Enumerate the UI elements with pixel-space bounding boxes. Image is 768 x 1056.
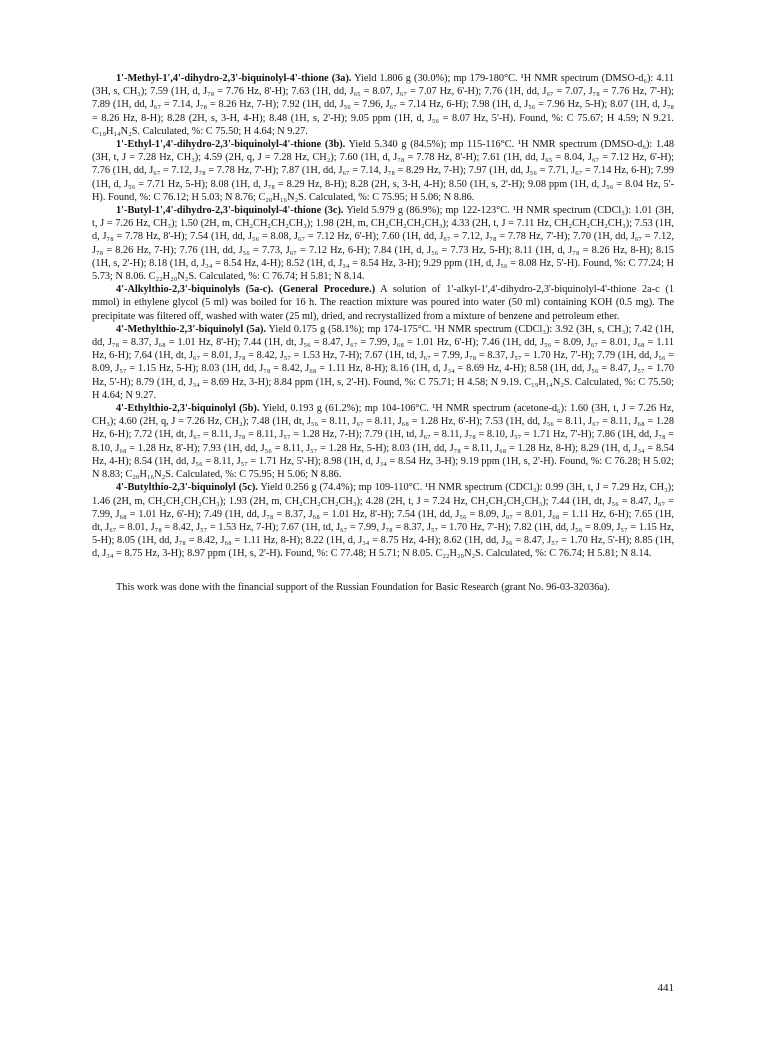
page-body [92, 72, 674, 594]
compound-5b-paragraph [92, 402, 674, 481]
compound-3a-paragraph [92, 72, 674, 138]
compound-3b-text: Yield 5.340 g (84.5%); mp 115-116°C. ¹H NMR spectrum (DMSO-d₆): 1.48 (3H, t, J = 7.28 Hz, CH₃); 4.59 (2H, q, J = 7.28 Hz, CH₂); 7.60 (1H, d, J₇₈ = 7.78 Hz, 8'-H); 7.61 (1H, dd, J₆₅ = 8.04, J₆₇ = 7.12 Hz, 6'-H); 7.76 (1H, dd, J₆₇ = 7.12, J₇₈ = 7.78 Hz, 7'-H); 7.87 (1H, dd, J₆₇ = 7.14, J₇₈ = 8.29 Hz, 7-H); 7.97 (1H, dd, J₅₆ = 7.71, J₆₇ = 7.14 Hz, 6-H); 7.99 (1H, d, J₅₆ = 7.71 Hz, 5-H); 8.08 (1H, d, J₇₈ = 8.29 Hz, 8-H); 8.28 (2H, s, 3-H, 4-H); 8.50 (1H, s, 2'-H); 9.08 ppm (1H, d, J₅₆ = 8.04 Hz, 5'-H). Found, %: C 76.12; H 5.03; N 8.76; C₂₀H₁₆N₂S. Calculated, %: C 75.95; H 5.06; N 8.86. [92, 139, 674, 203]
compound-5b-title: 4'-Ethylthio-2,3'-biquinolyl (5b). [116, 403, 260, 415]
compound-5a-title: 4'-Methylthio-2,3'-biquinolyl (5a). [116, 323, 266, 335]
general-procedure-paragraph [92, 283, 674, 323]
page-number: 441 [657, 982, 674, 994]
compound-3c-paragraph [92, 204, 674, 283]
compound-5b-text: Yield, 0.193 g (61.2%); mp 104-106°C. ¹H NMR spectrum (acetone-d₆): 1.60 (3H, t, J = 7.26 Hz, CH₃); 4.60 (2H, q, J = 7.26 Hz, CH₂); 7.48 (1H, dt, J₅₆ = 8.11, J₆₇ = 8.11, J₆₈ = 1.28 Hz, 6'-H); 7.53 (1H, dd, J₅₆ = 8.11, J₆₇ = 8.11, J₆₈ = 1.28 Hz, 6-H); 7.72 (1H, dt, J₆₇ = 8.11, J₇₈ = 8.11, J₅₇ = 1.28 Hz, 7-H); 7.79 (1H, td, J₆₇ = 8.11, J₇₈ = 8.10, J₅₇ = 1.71 Hz, 7'-H); 7.86 (1H, dd, J₇₈ = 8.10, J₆₈ = 1.28 Hz, 8'-H); 7.93 (1H, dd, J₅₆ = 8.11, J₅₇ = 1.28 Hz, 5-H); 8.03 (1H, dd, J₇₈ = 8.11, J₆₈ = 1.28 Hz, 8-H); 8.29 (1H, d, J₃₄ = 8.54 Hz, 4-H); 8.54 (1H, dd, J₅₆ = 8.11, J₅₇ = 1.71 Hz, 5'-H); 8.98 (1H, d, J₃₄ = 8.54 Hz, 3-H); 9.19 ppm (1H, s, 2'-H). Found, %: C 76.28; H 5.02; N 8.83; C₂₀H₁₆N₂S. Calculated, %: C 75.95; H 5.06; N 8.86. [92, 403, 674, 481]
compound-3a-text: Yield 1.806 g (30.0%); mp 179-180°C. ¹H NMR spectrum (DMSO-d₆): 4.11 (3H, s, CH₃); 7.59 (1H, d, J₇₈ = 7.76 Hz, 8'-H); 7.63 (1H, dd, J₆₅ = 8.07, J₆₇ = 7.07 Hz, 6'-H); 7.76 (1H, dd, J₆₇ = 7.07, J₇₈ = 7.76 Hz, 7'-H); 7.89 (1H, dd, J₆₇ = 7.14, J₇₈ = 8.26 Hz, 7-H); 7.92 (1H, dd, J₅₆ = 7.96, J₆₇ = 7.14 Hz, 6-H); 7.98 (1H, d, J₅₆ = 7.96 Hz, 5-H); 8.07 (1H, d, J₇₈ = 8.26 Hz, 8-H); 8.28 (2H, s, 3-H, 4-H); 8.48 (1H, s, 2'-H); 9.05 ppm (1H, d, J₅₆ = 8.07 Hz, 5'-H). Found, %: C 75.67; H 4.59; N 9.21. C₁₉H₁₄N₂S. Calculated, %: C 75.50; H 4.64; N 9.27. [92, 73, 674, 137]
compound-5c-title: 4'-Butylthio-2,3'-biquinolyl (5c). [116, 482, 258, 494]
compound-5a-text: Yield 0.175 g (58.1%); mp 174-175°C. ¹H NMR spectrum (CDCl₃): 3.92 (3H, s, CH₃); 7.42 (1H, dd, J₇₈ = 8.37, J₆₈ = 1.01 Hz, 8'-H); 7.44 (1H, dt, J₅₆ = 8.47, J₆₇ = 7.99, J₆₈ = 1.01 Hz, 6'-H); 7.46 (1H, dd, J₅₆ = 8.09, J₆₇ = 8.01, J₆₈ = 1.11 Hz, 6-H); 7.64 (1H, dt, J₆₇ = 8.01, J₇₈ = 8.42, J₅₇ = 1.53 Hz, 7-H); 7.67 (1H, td, J₆₇ = 7.99, J₇₈ = 8.37, J₅₇ = 1.70 Hz, 7'-H); 7.79 (1H, dd, J₅₆ = 8.09, J₅₇ = 1.15 Hz, 5-H); 8.03 (1H, dd, J₇₈ = 8.42, J₆₈ = 1.11 Hz, 8-H); 8.16 (1H, d, J₃₄ = 8.69 Hz, 4-H); 8.58 (1H, dd, J₅₆ = 8.47, J₅₇ = 1.70 Hz, 5'-H); 8.79 (1H, d, J₃₄ = 8.69 Hz, 3-H); 8.84 ppm (1H, s, 2'-H). Found, %: C 75.71; H 4.58; N 9.19. C₁₉H₁₄N₂S. Calculated, %: C 75.50; H 4.64; N 9.27. [92, 323, 674, 401]
compound-3c-title: 1'-Butyl-1',4'-dihydro-2,3'-biquinolyl-4'-thione (3c). [116, 205, 344, 217]
compound-5a-paragraph [92, 323, 674, 402]
compound-5c-text: Yield 0.256 g (74.4%); mp 109-110°C. ¹H NMR spectrum (CDCl₃): 0.99 (3H, t, J = 7.29 Hz, CH₃); 1.46 (2H, m, CH₂CH₂CH₂CH₃); 1.93 (2H, m, CH₂CH₂CH₂CH₃); 4.28 (2H, t, J = 7.24 Hz, CH₂CH₂CH₂CH₃); 7.44 (1H, dt, J₅₆ = 8.47, J₆₇ = 7.99, J₆₈ = 1.01 Hz, 6'-H); 7.49 (1H, dd, J₇₈ = 8.37, J₆₈ = 1.01 Hz, 8'-H); 7.54 (1H, dd, J₅₆ = 8.09, J₆₇ = 8.01, J₆₈ = 1.11 Hz, 6-H); 7.65 (1H, dt, J₆₇ = 8.01, J₇₈ = 8.42, J₅₇ = 1.53 Hz, 7-H); 7.67 (1H, td, J₆₇ = 7.99, J₇₈ = 8.37, J₅₇ = 1.70 Hz, 7'-H); 7.82 (1H, dd, J₅₆ = 8.09, J₅₇ = 1.15 Hz, 5-H); 8.05 (1H, dd, J₇₈ = 8.42, J₆₈ = 1.11 Hz, 8-H); 8.22 (1H, d, J₃₄ = 8.75 Hz, 4-H); 8.62 (1H, dd, J₅₆ = 8.47, J₅₇ = 1.70 Hz, 5'-H); 8.85 (1H, d, J₃₄ = 8.75 Hz, 3-H); 8.97 ppm (1H, s, 2'-H). Found, %: C 77.48; H 5.71; N 8.05. C₂₂H₂₀N₂S. Calculated, %: C 76.74; H 5.81; N 8.14. [92, 482, 674, 560]
compound-3b-title: 1'-Ethyl-1',4'-dihydro-2,3'-biquinolyl-4'-thione (3b). [116, 139, 346, 151]
compound-5c-paragraph [92, 481, 674, 560]
compound-3b-paragraph [92, 138, 674, 204]
acknowledgment: This work was done with the financial support of the Russian Foundation for Basic Research (grant No. 96-03-32036a). [116, 581, 610, 593]
compound-3a-title: 1'-Methyl-1',4'-dihydro-2,3'-biquinolyl-4'-thione (3a). [116, 73, 352, 84]
general-procedure-text: A solution of 1'-alkyl-1',4'-dihydro-2,3'-biquinolyl-4'-thione 2a-c (1 mmol) in ethylene glycol (5 ml) was boiled for 16 h. The reaction mixture was poured into water (50 ml) containing KOH (0.5 mg). The precipitate was filtered off, washed with water (25 ml), dried, and recrystallized from a mixture of benzene and petroleum ether. [92, 284, 674, 322]
general-procedure-title: 4'-Alkylthio-2,3'-biquinolyls (5a-c). (General Procedure.) [116, 284, 376, 296]
compound-3c-text: Yield 5.979 g (86.9%); mp 122-123°C. ¹H NMR spectrum (CDCl₃): 1.01 (3H, t, J = 7.26 Hz, CH₃); 1.50 (2H, m, CH₂CH₂CH₂CH₃); 1.98 (2H, m, CH₂CH₂CH₂CH₃); 4.33 (2H, t, J = 7.11 Hz, CH₂CH₂CH₂CH₃); 7.53 (1H, d, J₇₈ = 7.78 Hz, 8'-H); 7.54 (1H, dd, J₅₆ = 8.08, J₆₇ = 7.12 Hz, 6'-H); 7.60 (1H, dd, J₆₇ = 7.12, J₇₈ = 7.78 Hz, 7'-H); 7.70 (1H, dd, J₆₇ = 7.12, J₇₈ = 8.26 Hz, 7-H); 7.76 (1H, dd, J₅₆ = 7.73, J₆₇ = 7.12 Hz, 6-H); 7.84 (1H, d, J₅₆ = 7.73 Hz, 5-H); 8.11 (1H, d, J₇₈ = 8.26 Hz, 8-H); 8.15 (1H, s, 2'-H); 8.18 (1H, d, J₃₄ = 8.54 Hz, 4-H); 8.52 (1H, d, J₃₄ = 8.54 Hz, 3-H); 9.29 ppm (1H, d, J₅₆ = 8.08 Hz, 5'-H). Found, %: C 77.24; H 5.73; N 8.06. C₂₂H₂₀N₂S. Calculated, %: C 76.74; H 5.81; N 8.14. [92, 205, 674, 283]
